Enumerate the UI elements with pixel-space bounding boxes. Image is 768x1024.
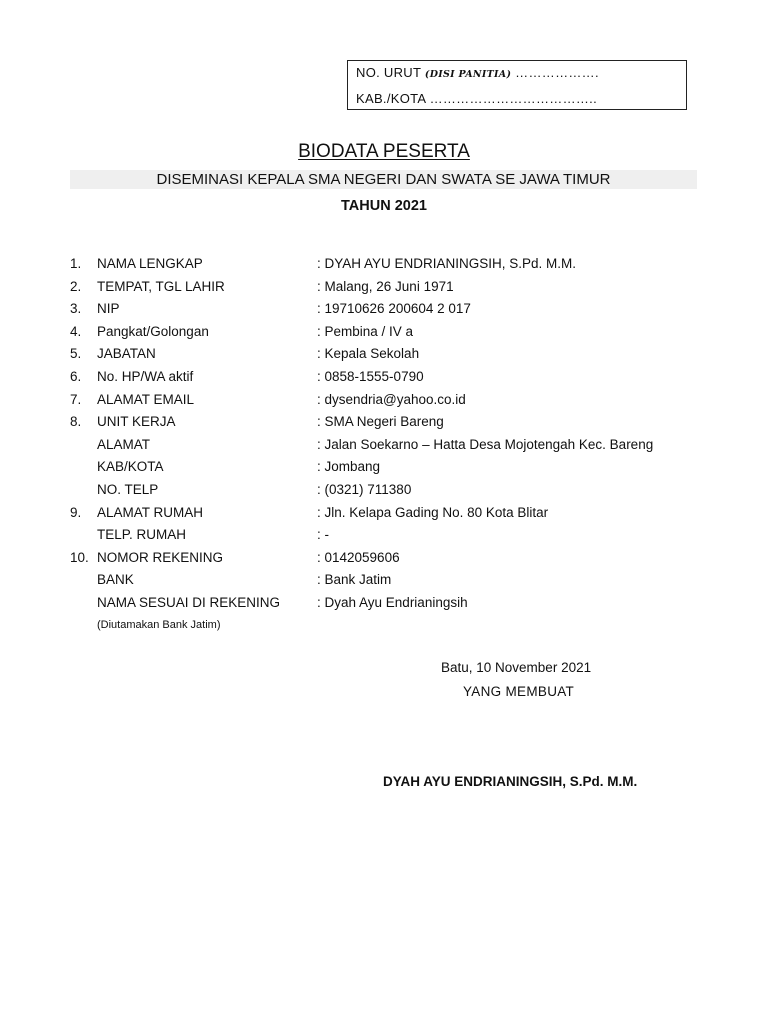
list-item [0, 301, 768, 323]
row-label: Pangkat/Golongan [97, 323, 209, 339]
no-urut-note: (DISI PANITIA) [424, 69, 512, 80]
row-label: UNIT KERJA [97, 414, 176, 430]
row-label: NAMA LENGKAP [97, 256, 203, 271]
row-value: : DYAH AYU ENDRIANINGSIH, S.Pd. M.M. [317, 256, 577, 271]
row-number: 6. [70, 369, 82, 384]
no-urut-dots: ………………. [515, 65, 599, 80]
row-label: ALAMAT EMAIL [97, 391, 195, 407]
row-label: ALAMAT RUMAH [97, 504, 204, 520]
row-label: BANK [97, 572, 134, 588]
row-value: : Malang, 26 Juni 1971 [317, 278, 454, 294]
row-value: : Bank Jatim [317, 572, 392, 588]
row-number: 5. [70, 346, 82, 362]
row-number: 1. [70, 256, 82, 271]
row-value: : - [317, 527, 329, 543]
list-item [0, 527, 768, 549]
document-title-text: BIODATA PESERTA [298, 141, 470, 162]
row-label: No. HP/WA aktif [97, 369, 194, 384]
no-urut-label: NO. URUT [356, 65, 421, 80]
document-year: TAHUN 2021 [341, 198, 427, 214]
row-label: TELP. RUMAH [97, 527, 187, 543]
row-label: NAMA SESUAI DI REKENING [97, 595, 281, 610]
row-label: KAB/KOTA [97, 459, 164, 475]
row-label: NIP [97, 301, 120, 317]
row-label: ALAMAT [97, 436, 151, 452]
row-number: 10. [70, 549, 89, 565]
row-value: : dysendria@yahoo.co.id [317, 391, 466, 407]
row-number: 2. [70, 278, 82, 294]
list-item [0, 595, 768, 617]
list-item [0, 369, 768, 391]
list-item [0, 459, 768, 481]
list-item [0, 414, 768, 436]
row-value: : SMA Negeri Bareng [317, 414, 444, 430]
row-value: : 0142059606 [317, 549, 400, 565]
row-value: : 19710626 200604 2 017 [317, 301, 471, 317]
bank-note: (Diutamakan Bank Jatim) [97, 619, 221, 631]
place-date: Batu, 10 November 2021 [441, 660, 592, 675]
row-value: : (0321) 711380 [317, 482, 412, 497]
document-subtitle: DISEMINASI KEPALA SMA NEGERI DAN SWATA SE JAWA TIMUR [70, 170, 697, 189]
row-label: TEMPAT, TGL LAHIR [97, 278, 225, 294]
row-value: : 0858-1555-0790 [317, 369, 424, 384]
list-item [0, 279, 768, 301]
row-value: : Pembina / IV a [317, 323, 414, 339]
row-number: 9. [70, 504, 82, 520]
list-item [0, 572, 768, 594]
signer-name: DYAH AYU ENDRIANINGSIH, S.Pd. M.M. [383, 774, 638, 789]
row-number: 8. [70, 414, 82, 430]
list-item [0, 482, 768, 504]
row-label: NO. TELP [97, 482, 159, 497]
maker-label: YANG MEMBUAT [463, 684, 575, 699]
list-item [0, 392, 768, 414]
row-value: : Jln. Kelapa Gading No. 80 Kota Blitar [317, 504, 549, 520]
list-item [0, 505, 768, 527]
no-urut-line [356, 65, 599, 80]
list-item [0, 346, 768, 368]
list-item [0, 550, 768, 572]
row-label: NOMOR REKENING [97, 549, 224, 565]
kab-kota-line [356, 91, 597, 106]
registration-box [347, 60, 687, 110]
row-number: 3. [70, 301, 82, 317]
kab-kota-label: KAB./KOTA [356, 91, 426, 106]
list-item [0, 324, 768, 346]
document-title [0, 141, 768, 163]
row-label: JABATAN [97, 346, 156, 362]
row-value: : Kepala Sekolah [317, 346, 420, 362]
list-item [0, 437, 768, 459]
list-item [0, 256, 768, 278]
row-number: 4. [70, 323, 82, 339]
kab-kota-dots: ……………………………….. [429, 91, 598, 106]
row-value: : Jombang [317, 459, 381, 475]
row-number: 7. [70, 391, 82, 407]
row-value: : Jalan Soekarno – Hatta Desa Mojotengah Kec. Bareng [317, 436, 654, 452]
row-value: : Dyah Ayu Endrianingsih [317, 595, 468, 610]
